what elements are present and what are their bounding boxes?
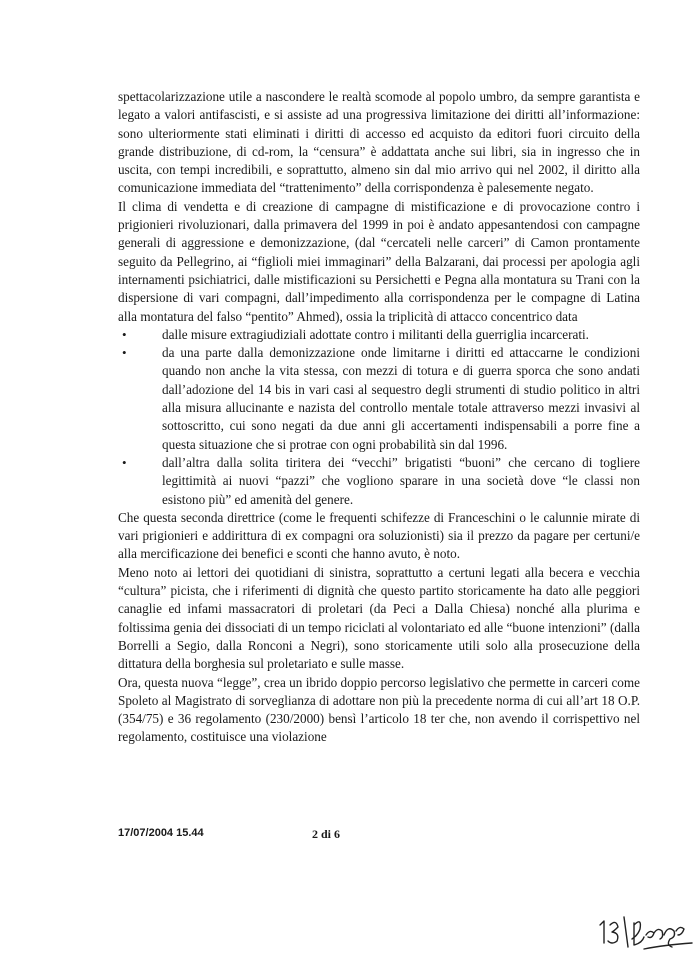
list-item (118, 344, 640, 454)
footer-page-number: 2 di 6 (312, 827, 341, 841)
list-item (118, 454, 640, 509)
paragraph-5: Ora, questa nuova “legge”, crea un ibrido doppio percorso legislativo che permette in carceri come Spoleto al Magistrato di sorveglianza di adottare non più la precedente norma di cui all’art 18 O.P. (354/75) e 36 regolamento (230/2000) bensì l’articolo 18 ter che, non avendo il corrispettivo nel regolamento, costituisce una violazione (118, 674, 640, 745)
bullet-dot-icon: • (122, 454, 127, 470)
handwritten-signature (594, 895, 698, 955)
bullet-dot-icon: • (122, 326, 127, 342)
bullet-list (118, 326, 640, 509)
paragraph-4: Meno noto ai lettori dei quotidiani di sinistra, soprattutto a certuni legati alla becera e vecchia “cultura” picista, che i riferimenti di dignità che questo partito storicamente ha dato alle peggiori canaglie ed infami massacratori di proletari (da Peci a Dalla Chiesa) nonché alla plurima e foltissima genia dei dissociati di un tempo riciclati al volontariato ed alle “buone intenzioni” (dalla Borrelli a Segio, dalla Ronconi a Negri), sono storicamente utili solo alla prosecuzione della dittatura della borghesia sul proletariato e sulle masse. (118, 564, 640, 672)
list-item-text: dall’altra dalla solita tiritera dei “vecchi” brigatisti “buoni” che cercano di togliere legittimità ai nuovi “pazzi” che vogliono sparare in una società dove “le classi non esistono più” ed amenità del genere. (162, 454, 640, 507)
bullet-dot-icon: • (122, 345, 127, 361)
paragraph-2: Il clima di vendetta e di creazione di campagne di mistificazione e di provocazione contro i prigionieri rivoluzionari, dalla primavera del 1999 in poi è andato appesantendosi con campagne generali di aggressione e demonizzazione, (dal “cercateli nelle carceri” di Camon prontamente seguito da Pellegrino, ai “figlioli miei immaginari” della Balzarani, dai processi per apologia agli internamenti psichiatrici, dalle mistificazioni su Persichetti e Pegna alla montatura su Trani con la dispersione di vari compagni, dall’impedimento alla corrispondenza per le compagne di Latina alla montatura del falso “pentito” Ahmed), ossia la triplicità di attacco concentrico data (118, 198, 640, 324)
paragraph-1: spettacolarizzazione utile a nascondere le realtà scomode al popolo umbro, da sempre garantista e legato a valori antifascisti, e si assiste ad una progressiva limitazione dei diritti all’informazione: sono ulteriormente stati eliminati i diritti di accesso ed acquisto da editori fuori circuito della grande distribuzione, di cd-rom, la “censura” è addattata anche sui libri, sia in ingresso che in uscita, con tempi incredibili, e soprattutto, almeno sin dal mio arrivo qui nel 2002, il diritto alla comunicazione immediata del “trattenimento” della corrispondenza è palesemente negato. (118, 89, 640, 196)
list-item-text: da una parte dalla demonizzazione onde limitarne i diritti ed attaccarne le condizioni quando non anche la vita stessa, con mezzi di totura e di guerra sporca che sono andati dall’adozione del 14 bis in vari casi al sequestro degli strumenti di studio politico in altri alla misura allucinante e nazista del controllo mentale totale attraverso mezzi invasivi al sottoscritto, cui sono negati da due anni gli accertamenti indispensabili a porre fine a questa situazione che si protrae con ogni probabilità sin dal 1996. (162, 345, 640, 452)
footer-datetime: 17/07/2004 15.44 (118, 827, 204, 839)
paragraph-3: Che questa seconda direttrice (come le frequenti schifezze di Franceschini o le calunnie mirate di vari prigionieri e addirittura di ex compagni ora soluzionisti) sia il prezzo da pagare per certuni/e alla mercificazione dei benefici e sconti che hanno avuto, è noto. (118, 509, 640, 562)
list-item (118, 326, 640, 344)
document-body (118, 88, 640, 747)
list-item-text: dalle misure extragiudiziali adottate contro i militanti della guerriglia incarcerati. (162, 326, 589, 342)
